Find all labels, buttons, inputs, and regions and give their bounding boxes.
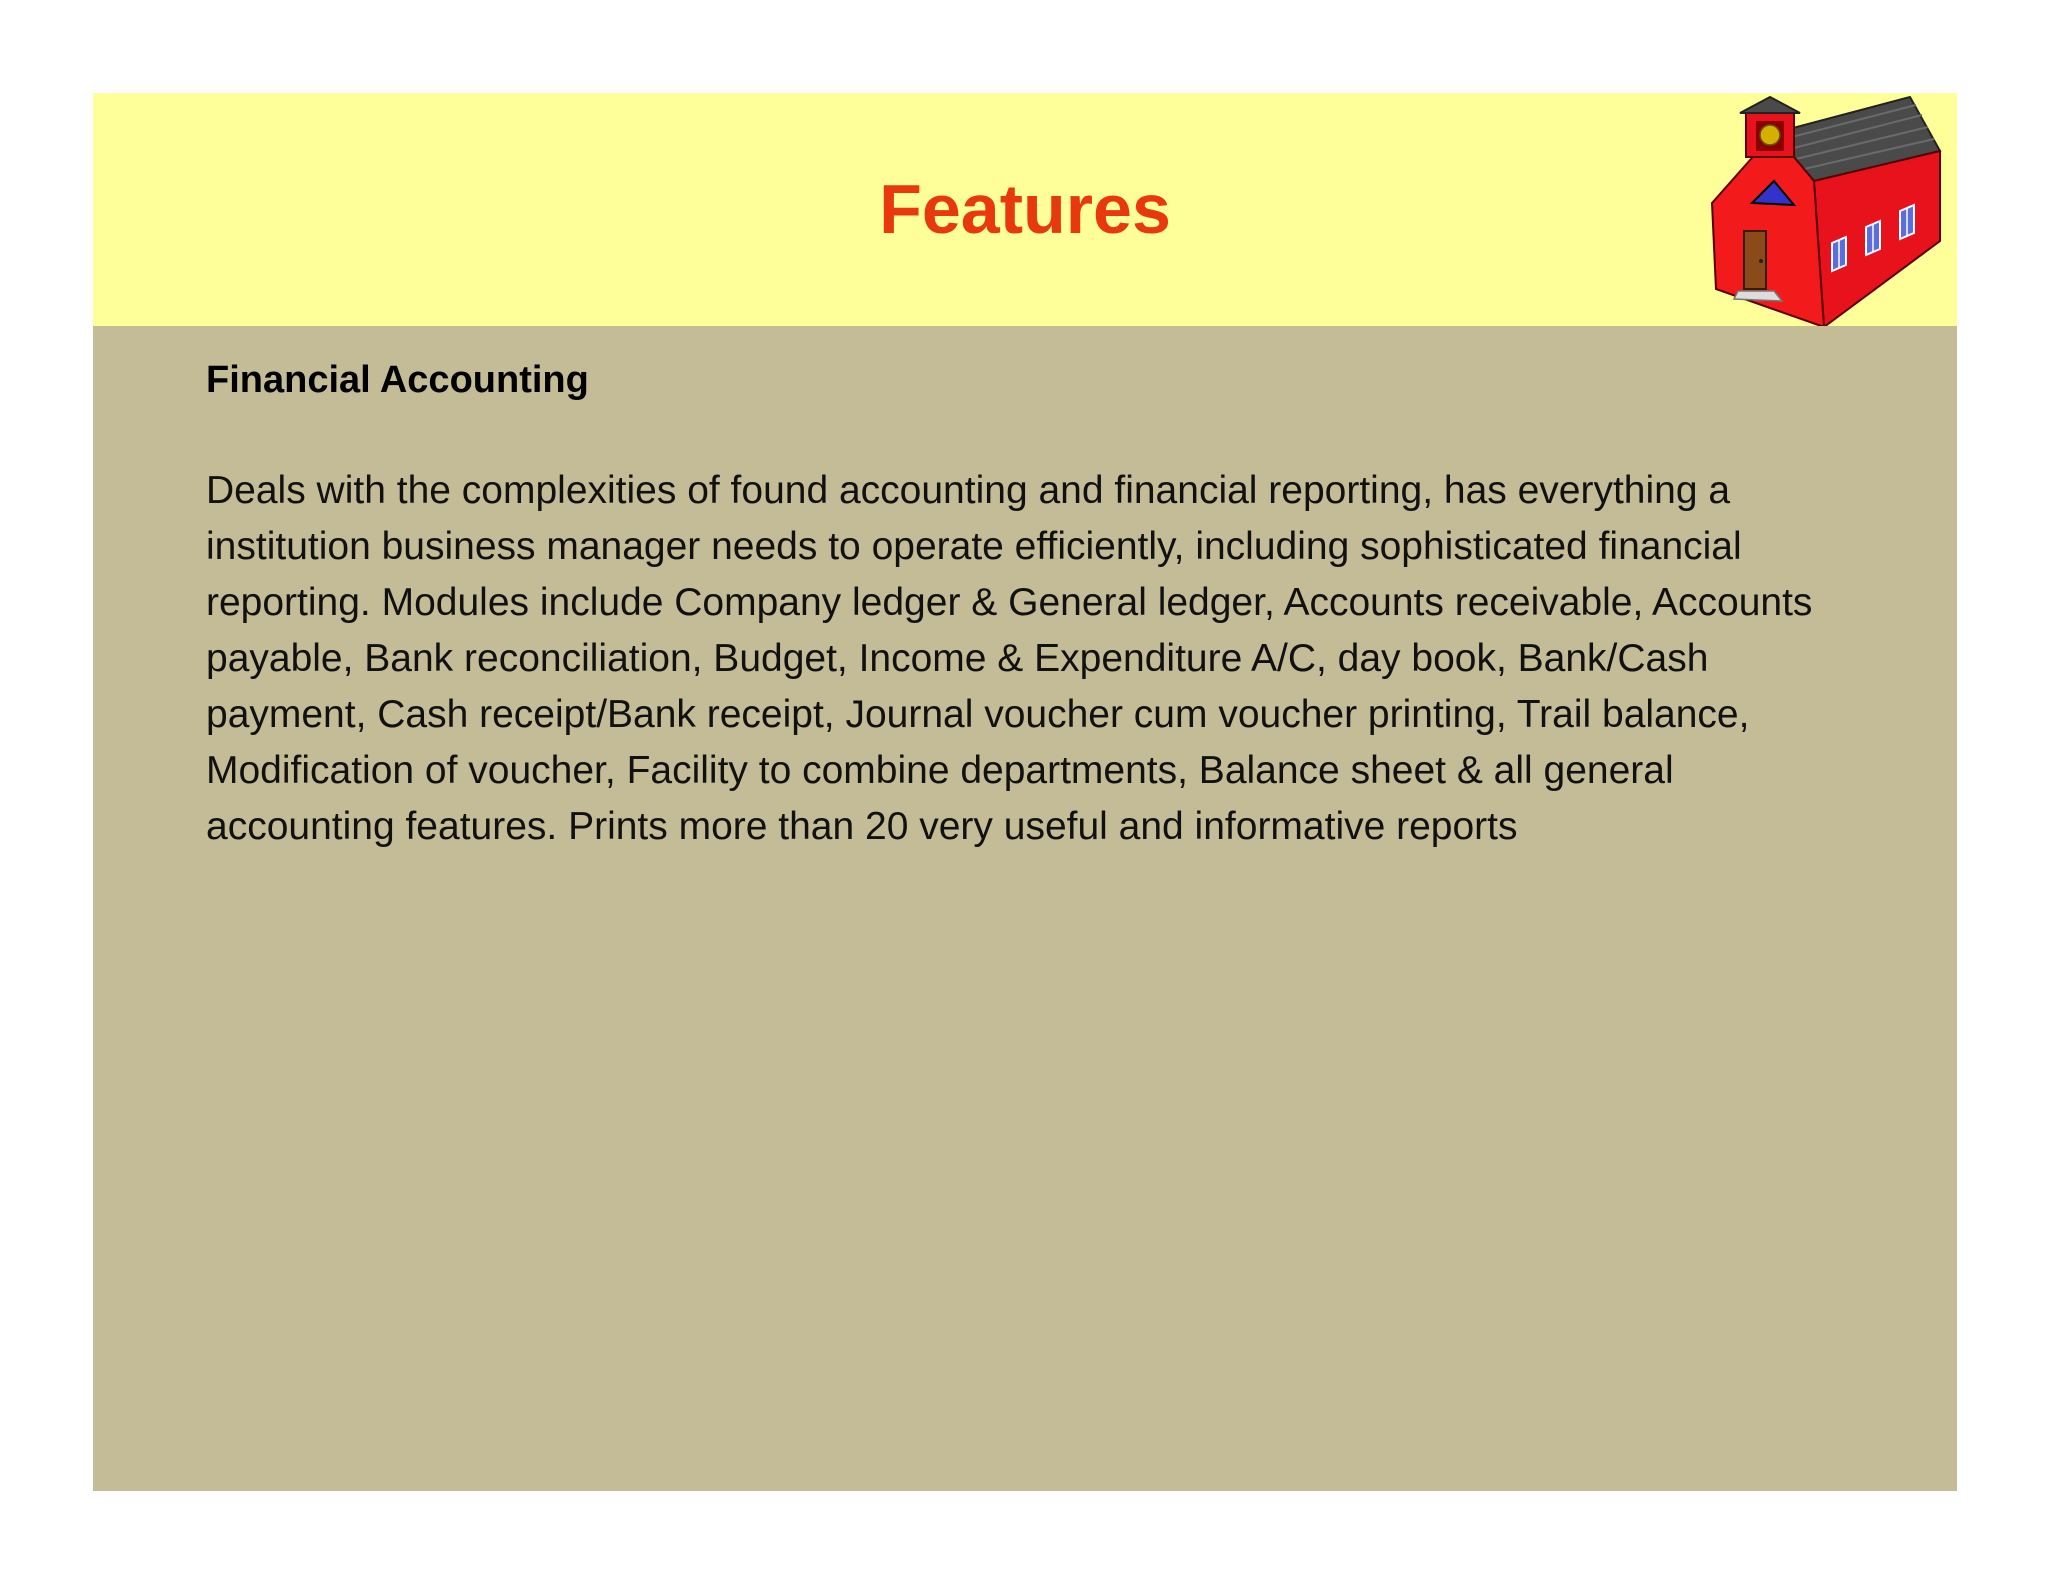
- section-heading: Financial Accounting: [206, 359, 589, 401]
- slide: [93, 93, 1957, 1491]
- slide-header: [93, 93, 1957, 326]
- slide-body: [93, 326, 1957, 1491]
- body-paragraph: Deals with the complexities of found accounting and financial reporting, has everything a institution business manager needs to operate efficiently, including sophisticated financial reporting. Modules include Company ledger & General ledger, Accounts receivable, Accounts payable, Bank reconciliation, Budget, Income & Expenditure A/C, day book, Bank/Cash payment, Cash receipt/Bank receipt, Journal voucher cum voucher printing, Trail balance, Modification of voucher, Facility to combine departments, Balance sheet & all general accounting features. Prints more than 20 very useful and informative reports: [206, 469, 1813, 848]
- schoolhouse-icon: [1704, 93, 1950, 327]
- slide-title: Features: [879, 170, 1171, 248]
